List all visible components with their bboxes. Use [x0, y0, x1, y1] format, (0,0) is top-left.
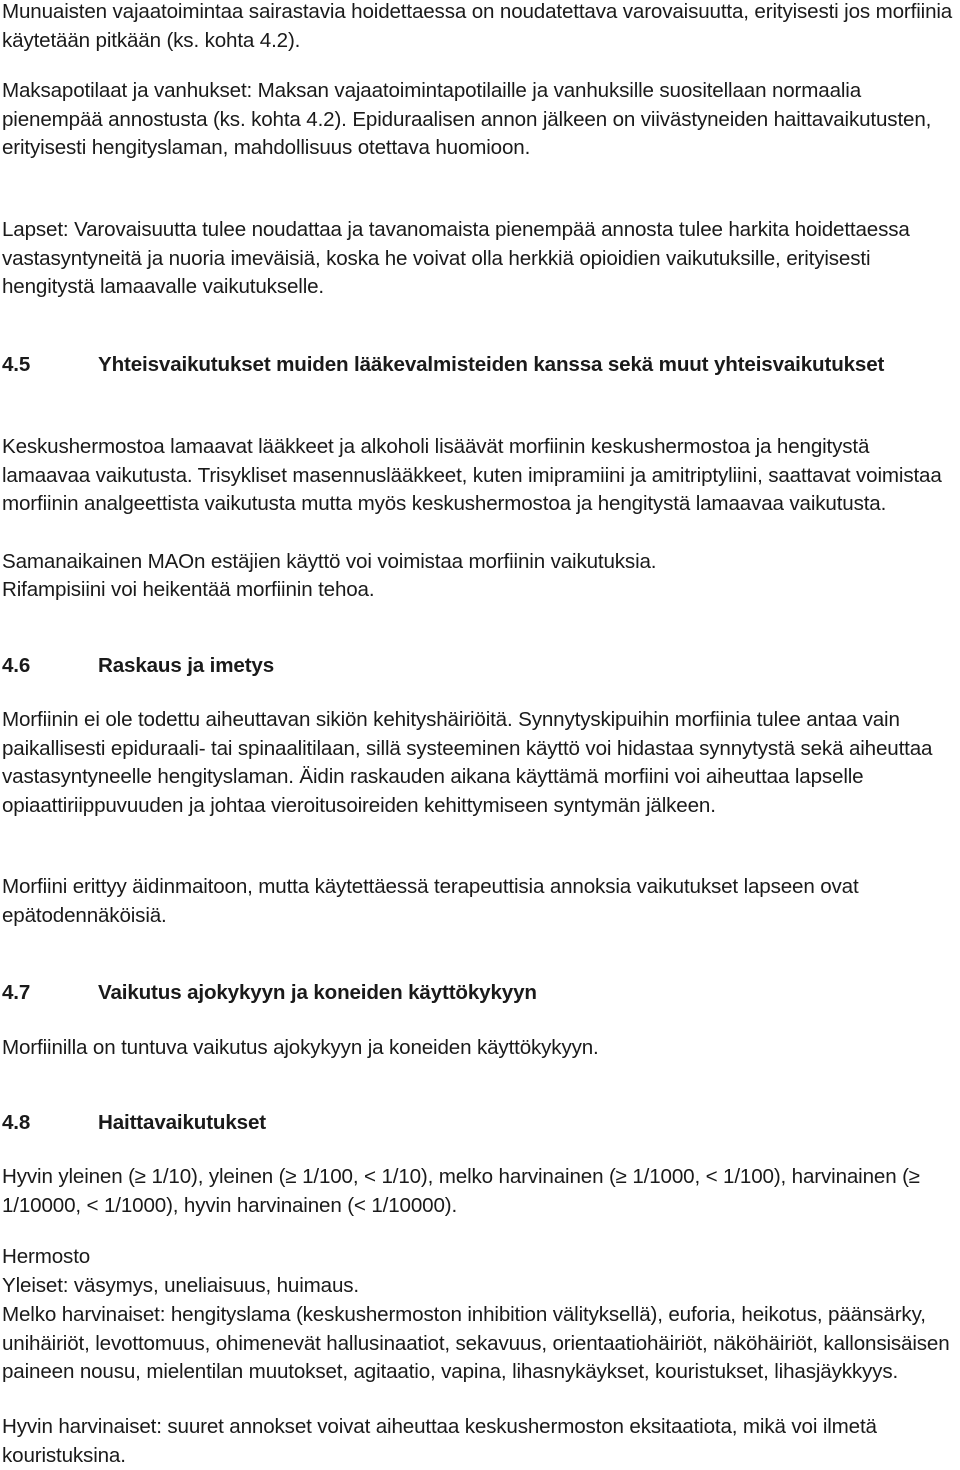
paragraph-maoi: Samanaikainen MAOn estäjien käyttö voi voimistaa morfiinin vaikutuksia.: [2, 550, 657, 573]
section-title: Yhteisvaikutukset muiden lääkevalmisteiden kanssa sekä muut yhteisvaikutukset: [98, 353, 885, 376]
section-title: Vaikutus ajokykyyn ja koneiden käyttökykyyn: [98, 981, 537, 1004]
section-title: Haittavaikutukset: [98, 1111, 266, 1134]
section-heading-4-6: [2, 652, 954, 681]
section-heading-4-7: [2, 979, 954, 1008]
paragraph-very-rare-effects: Hyvin harvinaiset: suuret annokset voivat aiheuttaa keskushermoston eksitaatiota, mikä voi ilmetä kouristuksina.: [2, 1415, 877, 1467]
paragraph-renal-impairment: Munuaisten vajaatoimintaa sairastavia hoidettaessa on noudatettava varovaisuutta, erityisesti jos morfiinia käytetään pitkään (ks. kohta 4.2).: [2, 0, 953, 52]
section-heading-4-8: [2, 1109, 954, 1138]
paragraph-pregnancy: Morfiinin ei ole todettu aiheuttavan sikiön kehityshäiriöitä. Synnytyskipuihin morfiinia tulee antaa vain paikallisesti epiduraali- tai spinaalitilaan, sillä systeeminen käyttö voi hidastaa synnytystä sekä aiheuttaa vastasyntyneelle hengityslaman. Äidin raskauden aikana käyttämä morfiini voi aiheuttaa lapselle opiaattiriippuvuuden ja johtaa vieroitusoireiden kehittymiseen syntymän jälkeen.: [2, 708, 933, 817]
paragraph-children: Lapset: Varovaisuutta tulee noudattaa ja tavanomaista pienempää annosta tulee harkita hoidettaessa vastasyntyneitä ja nuoria imeväisiä, koska he voivat olla herkkiä opioidien vaikutuksille, erityisesti hengitystä lamaavalle vaikutukselle.: [2, 218, 910, 299]
section-number: 4.5: [2, 353, 31, 376]
paragraph-breastfeeding: Morfiini erittyy äidinmaitoon, mutta käytettäessä terapeuttisia annoksia vaikutukset lapseen ovat epätodennäköisiä.: [2, 875, 859, 927]
section-number: 4.6: [2, 654, 31, 677]
section-number: 4.7: [2, 981, 31, 1004]
paragraph-cns-depressants: Keskushermostoa lamaavat lääkkeet ja alkoholi lisäävät morfiinin keskushermostoa ja hengitystä lamaavaa vaikutusta. Trisykliset masennuslääkkeet, kuten imipramiini ja amitriptyliini, saattavat voimistaa morfiinin analgeettista vaikutusta mutta myös keskushermostoa ja hengitystä lamaavaa vaikutusta.: [2, 435, 942, 516]
paragraph-common-effects: Yleiset: väsymys, uneliaisuus, huimaus.: [2, 1274, 359, 1297]
paragraph-frequency-definitions: Hyvin yleinen (≥ 1/10), yleinen (≥ 1/100, < 1/10), melko harvinainen (≥ 1/1000, < 1/100), harvinainen (≥ 1/10000, < 1/1000), hyvin harvinainen (< 1/10000).: [2, 1165, 920, 1217]
subheading-nervous-system: Hermosto: [2, 1245, 91, 1268]
section-number: 4.8: [2, 1111, 31, 1134]
paragraph-uncommon-effects: Melko harvinaiset: hengityslama (keskushermoston inhibition välityksellä), euforia, heikotus, päänsärky, unihäiriöt, levottomuus, ohimenevät hallusinaatiot, sekavuus, orientaatiohäiriöt, näköhäiriöt, kallonsisäisen paineen nousu, mielentilan muutokset, agitaatio, vapina, lihasnykäykset, kouristukset, lihasjäykkyys.: [2, 1303, 950, 1384]
paragraph-driving: Morfiinilla on tuntuva vaikutus ajokykyyn ja koneiden käyttökykyyn.: [2, 1036, 599, 1059]
paragraph-hepatic-elderly: Maksapotilaat ja vanhukset: Maksan vajaatoimintapotilaille ja vanhuksille suositellaan normaalia pienempää annostusta (ks. kohta 4.2). Epiduraalisen annon jälkeen on viivästyneiden haittavaikutusten, erityisesti hengityslaman, mahdollisuus otettava huomioon.: [2, 79, 932, 160]
section-title: Raskaus ja imetys: [98, 654, 275, 677]
paragraph-rifampicin: Rifampisiini voi heikentää morfiinin tehoa.: [2, 578, 375, 601]
section-heading-4-5: [2, 351, 954, 380]
